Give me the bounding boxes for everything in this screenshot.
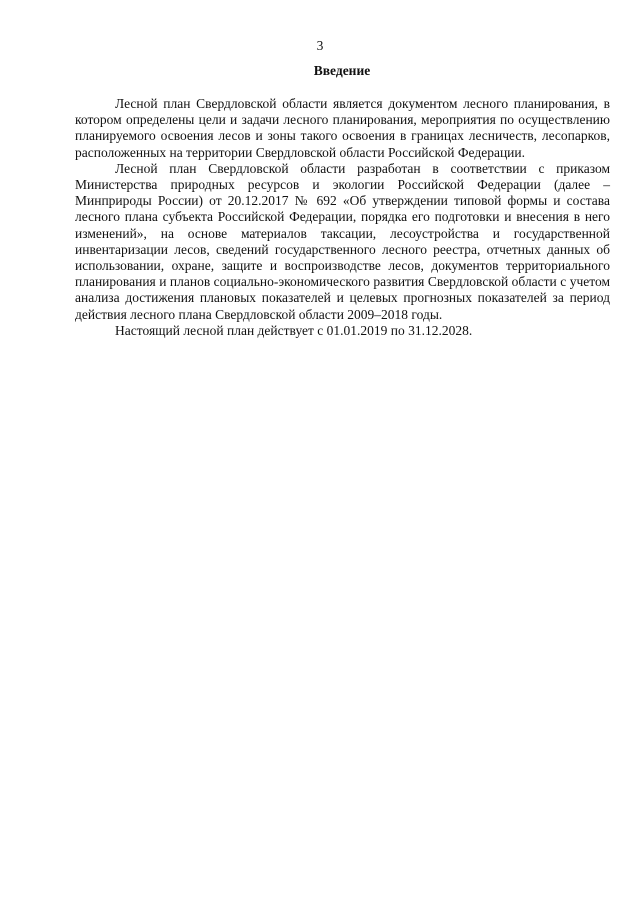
paragraph-basis: Лесной план Свердловской области разработан в соответствии с приказом Министерства природных ресурсов и экологии Российской Федерации (далее – Минприроды России) от 20.12.2017 № 692 «Об утверждении типовой формы и состава лесного плана субъекта Российской Федерации, порядка его подготовки и внесения в него изменений», на основе материалов таксации, лесоустройства и государственной инвентаризации лесов, сведений государственного лесного реестра, отчетных данных об использовании, охране, защите и воспроизводстве лесов, документов территориального планирования и планов социально-экономического развития Свердловской области с учетом анализа достижения плановых показателей и целевых прогнозных показателей за период действия лесного плана Свердловской области 2009–2018 годы. (75, 160, 610, 322)
paragraph-validity: Настоящий лесной план действует с 01.01.2019 по 31.12.2028. (115, 322, 473, 338)
section-title: Введение (313, 63, 371, 78)
page-number: 3 (316, 38, 324, 53)
body-text (75, 96, 610, 339)
paragraph-intro: Лесной план Свердловской области является документом лесного планирования, в котором определены цели и задачи лесного планирования, мероприятия по осуществлению планируемого освоения лесов и зоны такого освоения в границах лесничеств, лесопарков, расположенных на территории Свердловской области Российской Федерации. (75, 96, 610, 160)
